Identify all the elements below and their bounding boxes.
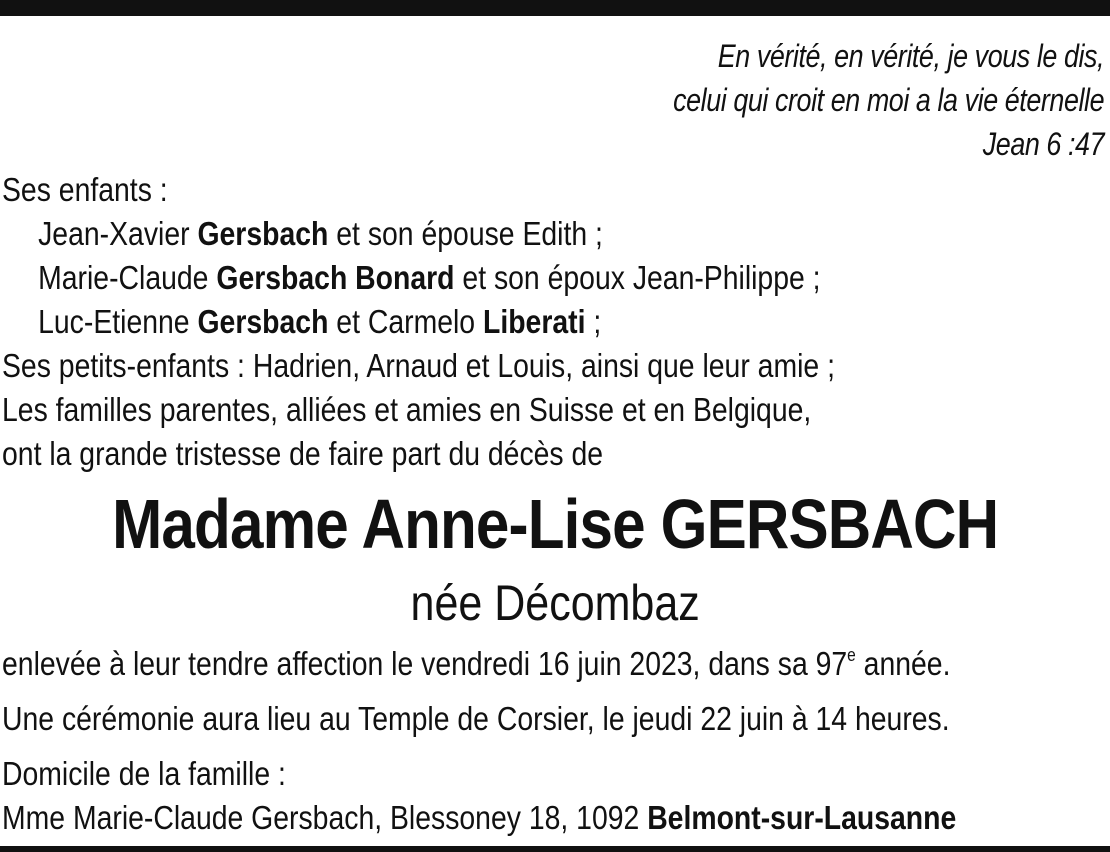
child-1-surname: Gersbach — [197, 215, 329, 252]
address-line — [2, 796, 956, 840]
maiden-name-text: née Décombaz — [410, 575, 700, 631]
child-3 — [2, 300, 835, 344]
child-2 — [2, 256, 835, 300]
ceremony-text: Une cérémonie aura lieu au Temple de Corsier, le jeudi 22 juin à 14 heures. — [2, 700, 950, 737]
family-list — [2, 168, 835, 476]
child-2-surname: Gersbach Bonard — [216, 259, 455, 296]
child-3-mid: et Carmelo — [336, 303, 476, 340]
children-heading: Ses enfants : — [2, 171, 168, 208]
verse-reference: Jean 6 :47 — [982, 126, 1104, 162]
domicile-block — [2, 752, 956, 840]
bible-verse — [673, 34, 1104, 166]
ordinal-suffix: e — [847, 645, 856, 665]
verse-line-2: celui qui croit en moi a la vie éternelle — [672, 82, 1104, 118]
relatives-line: Les familles parentes, alliées et amies en Suisse et en Belgique, — [2, 391, 812, 428]
address-text: Mme Marie-Claude Gersbach, Blessoney 18, 1092 — [2, 799, 640, 836]
top-border-rule — [0, 0, 1110, 16]
grandchildren-line: Ses petits-enfants : Hadrien, Arnaud et Louis, ainsi que leur amie ; — [2, 347, 835, 384]
child-2-rest: et son époux Jean-Philippe ; — [462, 259, 821, 296]
child-3-first-name: Luc-Etienne — [38, 303, 190, 340]
child-2-first-name: Marie-Claude — [38, 259, 209, 296]
deceased-name-text: Madame Anne-Lise GERSBACH — [111, 485, 999, 563]
death-end: année. — [855, 645, 951, 682]
verse-line-1: En vérité, en vérité, je vous le dis, — [717, 38, 1104, 74]
city-name: Belmont-sur-Lausanne — [647, 799, 957, 836]
domicile-heading: Domicile de la famille : — [2, 755, 286, 792]
death-text: enlevée à leur tendre affection le vendredi 16 juin 2023, dans sa 97 — [2, 645, 848, 682]
deceased-name — [0, 486, 1110, 562]
child-3-partner-surname: Liberati — [482, 303, 586, 340]
child-3-surname: Gersbach — [197, 303, 329, 340]
child-1-rest: et son épouse Edith ; — [336, 215, 603, 252]
maiden-name — [0, 574, 1110, 632]
child-3-end: ; — [593, 303, 602, 340]
bottom-border-rule — [0, 846, 1110, 852]
death-notice-line — [2, 642, 950, 686]
child-1-first-name: Jean-Xavier — [38, 215, 190, 252]
child-1 — [2, 212, 835, 256]
ceremony-line — [2, 697, 950, 741]
announcement-line: ont la grande tristesse de faire part du décès de — [2, 435, 604, 472]
